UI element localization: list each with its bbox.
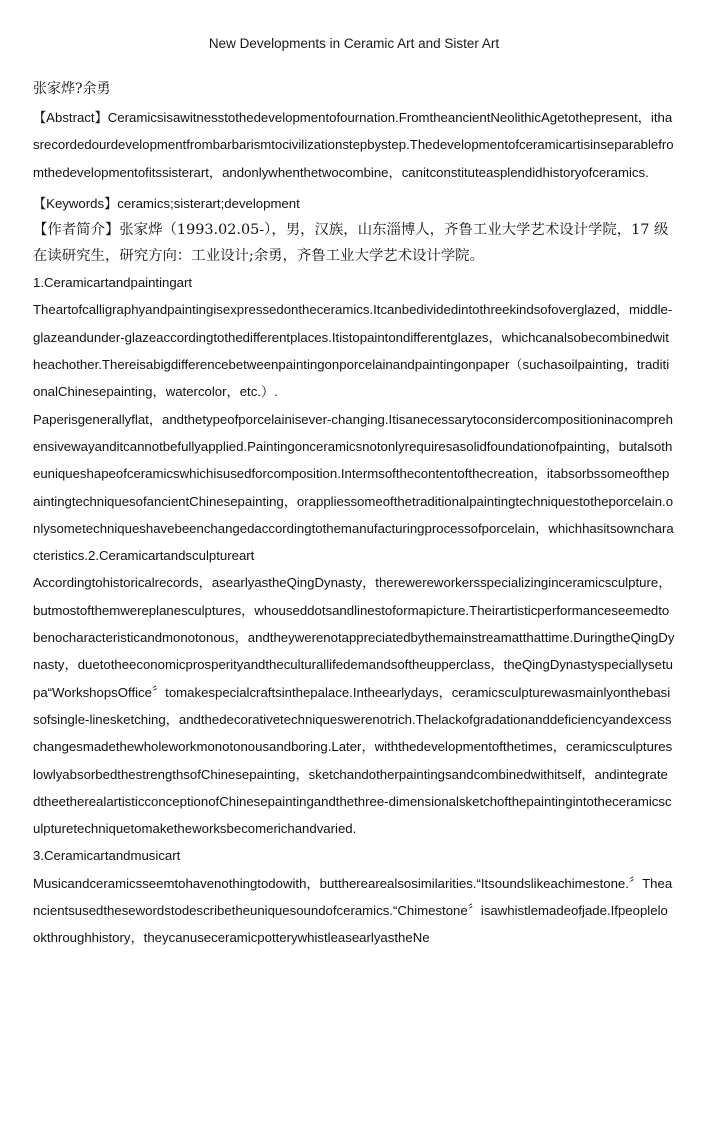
paper-title: New Developments in Ceramic Art and Sister Art (208, 36, 500, 51)
section-1-heading: 1.Ceramicartandpaintingart (33, 275, 193, 291)
author-introduction: 【作者简介】张家烨（1993.02.05-），男，汉族，山东淄博人，齐鲁工业大学艺术设计学院，17 级在读研究生，研究方向：工业设计;余勇，齐鲁工业大学艺术设计学院。 (33, 222, 669, 265)
abstract: 【Abstract】Ceramicsisawitnesstothedevelopmentofournation.FromtheancientNeolithicAgetothepresent，ithasrecordedourdevelopmentfrombarbarismtocivilizationstepbystep.Thedevelopmentofceramicartisinseparablefromthedevelopmentofitssisterart，andonlywhenthetwocombine，canitconstituteasplendidhistoryofceramics. (33, 110, 674, 180)
section-1-paragraph-1: Theartofcalligraphyandpaintingisexpressedontheceramics.Itcanbedividedintothreekindsofoverglazed，middle-glazeandunder-glazeaccordingtothedifferentplaces.Itistopaintondifferentglazes，whichcanalsobecombinedwitheachother.Thereisabigdifferencebetweenpaintingonporcelainandpaintingonpaper（suchasoilpainting，traditionalChinesepainting，watercolor，etc.）. (33, 302, 673, 400)
section-3-heading: 3.Ceramicartandmusicart (33, 848, 181, 864)
section-3-paragraph: Musicandceramicsseemtohavenothingtodowith，buttherearealsosimilarities.“Itsoundslikeachimestone.〞Theancientsusedthesewordstodescribetheuniquesoundofceramics.“Chimestone〞isawhistlemadeofjade.Ifpeoplelookthroughhistory，theycanuseceramicpotterywhistleasearlyastheNe (33, 875, 673, 946)
paper-authors: 张家烨?余勇 (33, 81, 111, 97)
paper-body (33, 104, 675, 952)
section-2-paragraph: Accordingtohistoricalrecords，asearlyastheQingDynasty，therewereworkersspecializinginceramicsculpture，butmostofthemwereplanesculptures，whouseddotsandlinestoformapicture.Theirartisticperformanceseemedtobenocharacteristicandmonotonous，andtheywerenotappreciatedbythemainstreamatthattime.DuringtheQingDynasty，duetotheeconomicprosperityandtheculturallifedemandsoftheupperclass，theQingDynastyspeciallysetupa“WorkshopsOffice〞tomakespecialcraftsinthepalace.Intheearlydays，ceramicsculpturewasmainlyonthebasisofsingle-linesketching，andthedecorativetechniqueswerenotrich.Thelackofgradationanddeficiencyandexcesschangesmadethewholeworkmonotonousandboring.Later，withthedevelopmentofthetimes，ceramicsculptureslowlyabsorbedthestrengthsofChinesepainting，sketchandotherpaintingsandcombinedwithitself，andintegratedtheetherealartisticconceptionofChinesepaintingandthethree-dimensionalsketchofthepaintingintotheceramicsculpturetechniquetomaketheworksbecomerichandvaried. (33, 575, 675, 837)
keywords: 【Keywords】ceramics;sisterart;development (33, 195, 300, 211)
section-1-paragraph-2: Paperisgenerallyflat，andthetypeofporcelainisever-changing.Itisanecessarytoconsidercompositioninacomprehensivewayanditcannotbefullyapplied.Paintingonceramicsnotonlyrequiresasolidfoundationofpainting，butalsotheuniqueshapeofceramicswhichisusedforcomposition.Intermsofthecontentofthecreation，itabsorbssomeofthepaintingtechniquesofancientChinesepainting，orappliessomeofthetraditionalpaintingtechniquestotheporcelain.onlysometechniqueshavebeenchangedaccordingtothemanufacturingprocessofporcelain，whichhasitsowncharacteristics.2.Ceramicartandsculptureart (33, 411, 674, 564)
